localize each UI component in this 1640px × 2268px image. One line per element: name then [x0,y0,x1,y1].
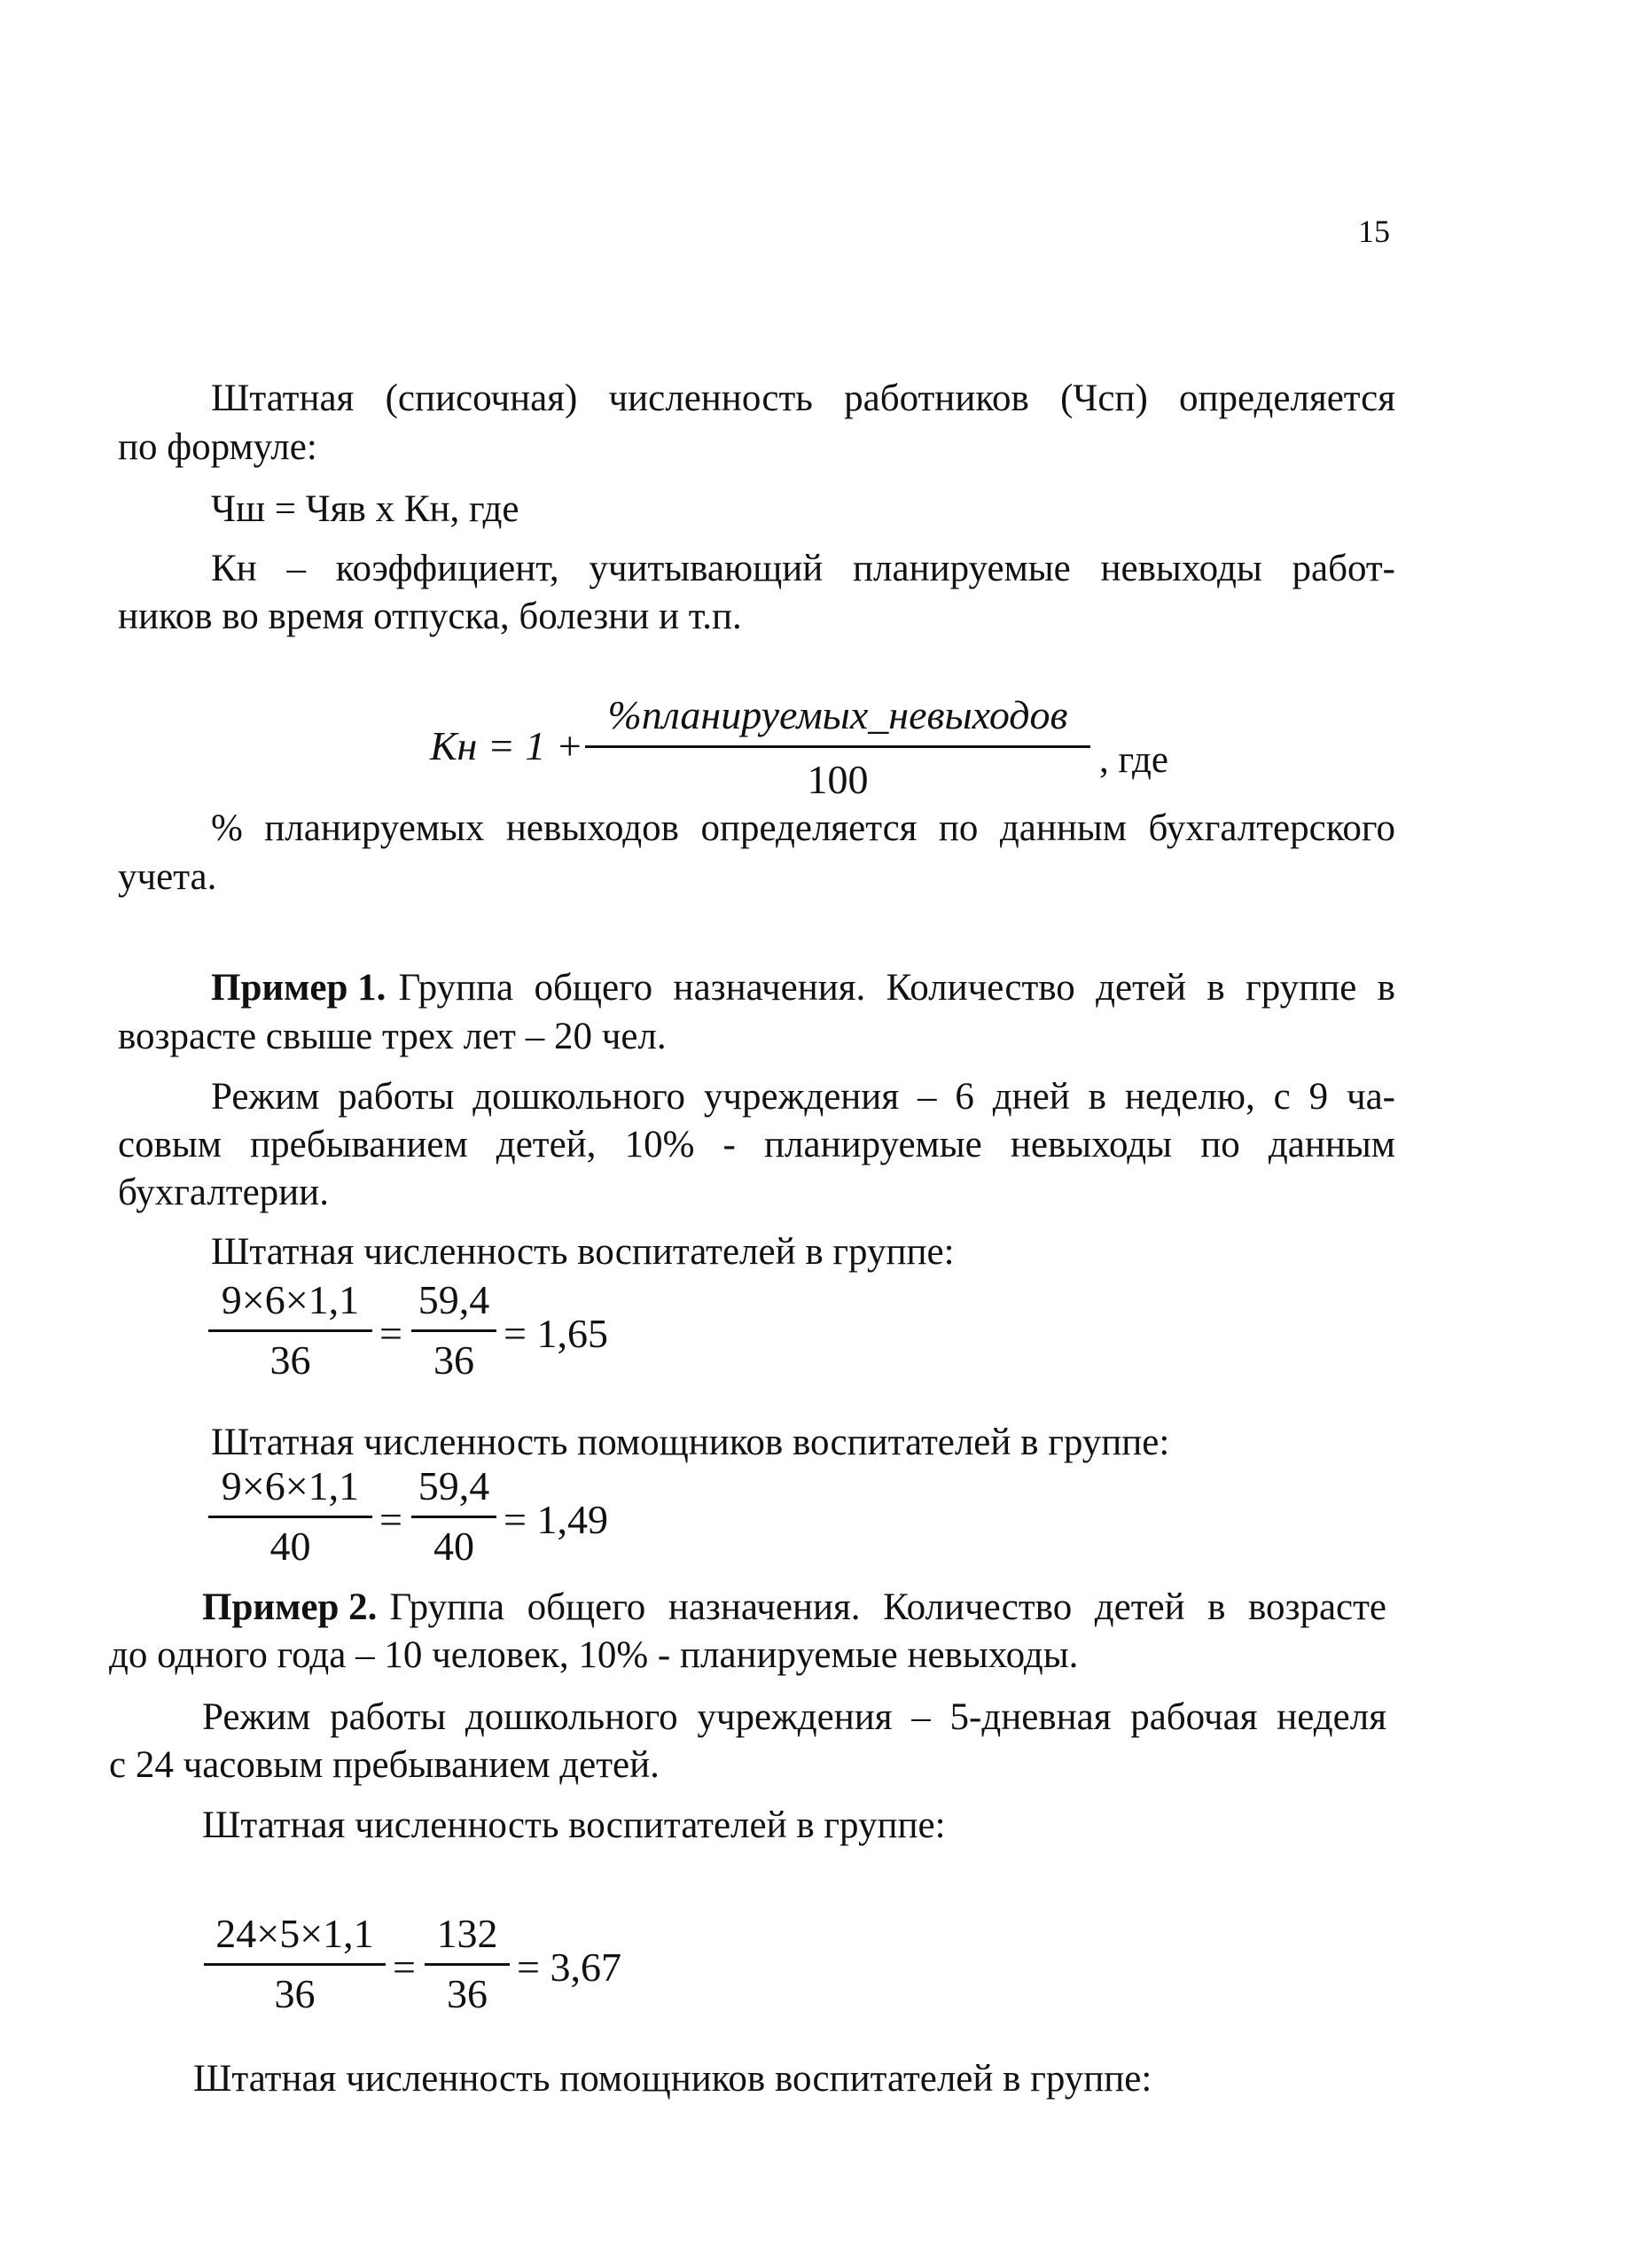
paragraph-line: учета. [118,856,217,898]
example2-label: Пример 2. [202,1586,378,1628]
fraction-denominator: 36 [433,1337,474,1383]
fraction-denominator: 40 [269,1524,311,1569]
paragraph-line: совым пребыванием детей, 10% - планируемые невыходы по данным [118,1124,1395,1165]
fraction-bar [208,1516,372,1518]
fraction-denominator: 36 [269,1337,311,1383]
fraction-bar [208,1329,372,1332]
paragraph-line: Режим работы дошкольного учреждения – 6 дней в неделю, с 9 ча- [211,1076,1395,1118]
page-number: 15 [1358,214,1390,249]
example2-heading-line [202,1581,1386,1634]
paragraph-line: Штатная (списочная) численность работников (Чсп) определяется [211,378,1395,419]
paragraph-line: бухгалтерии. [118,1172,329,1213]
paragraph-line: возрасте свыше трех лет – 20 чел. [118,1016,667,1057]
fraction-bar [585,745,1090,748]
fraction-numerator: %планируемых_невыходов [607,692,1068,737]
fraction-bar [411,1329,496,1332]
fraction-denominator: 36 [274,1971,316,2016]
formula-kn-lhs: Кн = 1 + [430,723,583,768]
fraction-numerator: 59,4 [418,1463,490,1508]
equals-sign: = [379,1311,402,1356]
fraction-numerator: 9×6×1,1 [221,1277,360,1322]
fraction-bar [204,1963,386,1966]
example2-text: Группа общего назначения. Количество детей в возрасте [389,1586,1386,1628]
formula-result: = 3,67 [517,1945,621,1990]
example1-text: Группа общего назначения. Количество детей в группе в [398,967,1395,1009]
fraction-numerator: 59,4 [418,1277,490,1322]
example1-label: Пример 1. [211,967,387,1009]
fraction-denominator: 100 [807,757,869,802]
paragraph-line: Режим работы дошкольного учреждения – 5-дневная рабочая неделя [202,1696,1386,1738]
fraction-numerator: 132 [436,1911,498,1956]
fraction-numerator: 9×6×1,1 [221,1463,360,1508]
fraction-denominator: 40 [433,1524,474,1569]
paragraph-line: ников во время отпуска, болезни и т.п. [118,596,742,637]
paragraph-line: с 24 часовым пребыванием детей. [109,1744,660,1786]
paragraph-line: по формуле: [118,426,317,468]
formula-kn-suffix: , где [1099,739,1168,781]
paragraph-line: до одного года – 10 человек, 10% - планируемые невыходы. [109,1634,1079,1676]
equals-sign: = [393,1945,416,1990]
paragraph-line: Кн – коэффициент, учитывающий планируемые невыходы работ- [211,548,1395,589]
fraction-bar [411,1516,496,1518]
paragraph-line: % планируемых невыходов определяется по данным бухгалтерского [211,807,1395,849]
equals-sign: = [379,1497,402,1542]
assistants-caption: Штатная численность помощников воспитателей в группе: [193,2058,1152,2100]
fraction-bar [425,1963,510,1966]
educators-caption: Штатная численность воспитателей в группе: [202,1804,946,1846]
fraction-denominator: 36 [447,1971,488,2016]
assistants-caption: Штатная численность помощников воспитателей в группе: [211,1422,1170,1463]
formula-line: Чш = Чяв х Кн, где [211,488,519,530]
formula-result: = 1,65 [504,1311,608,1356]
formula-result: = 1,49 [504,1497,608,1542]
educators-caption: Штатная численность воспитателей в группе: [211,1231,955,1273]
example1-heading-line [211,962,1395,1015]
fraction-numerator: 24×5×1,1 [215,1911,374,1956]
